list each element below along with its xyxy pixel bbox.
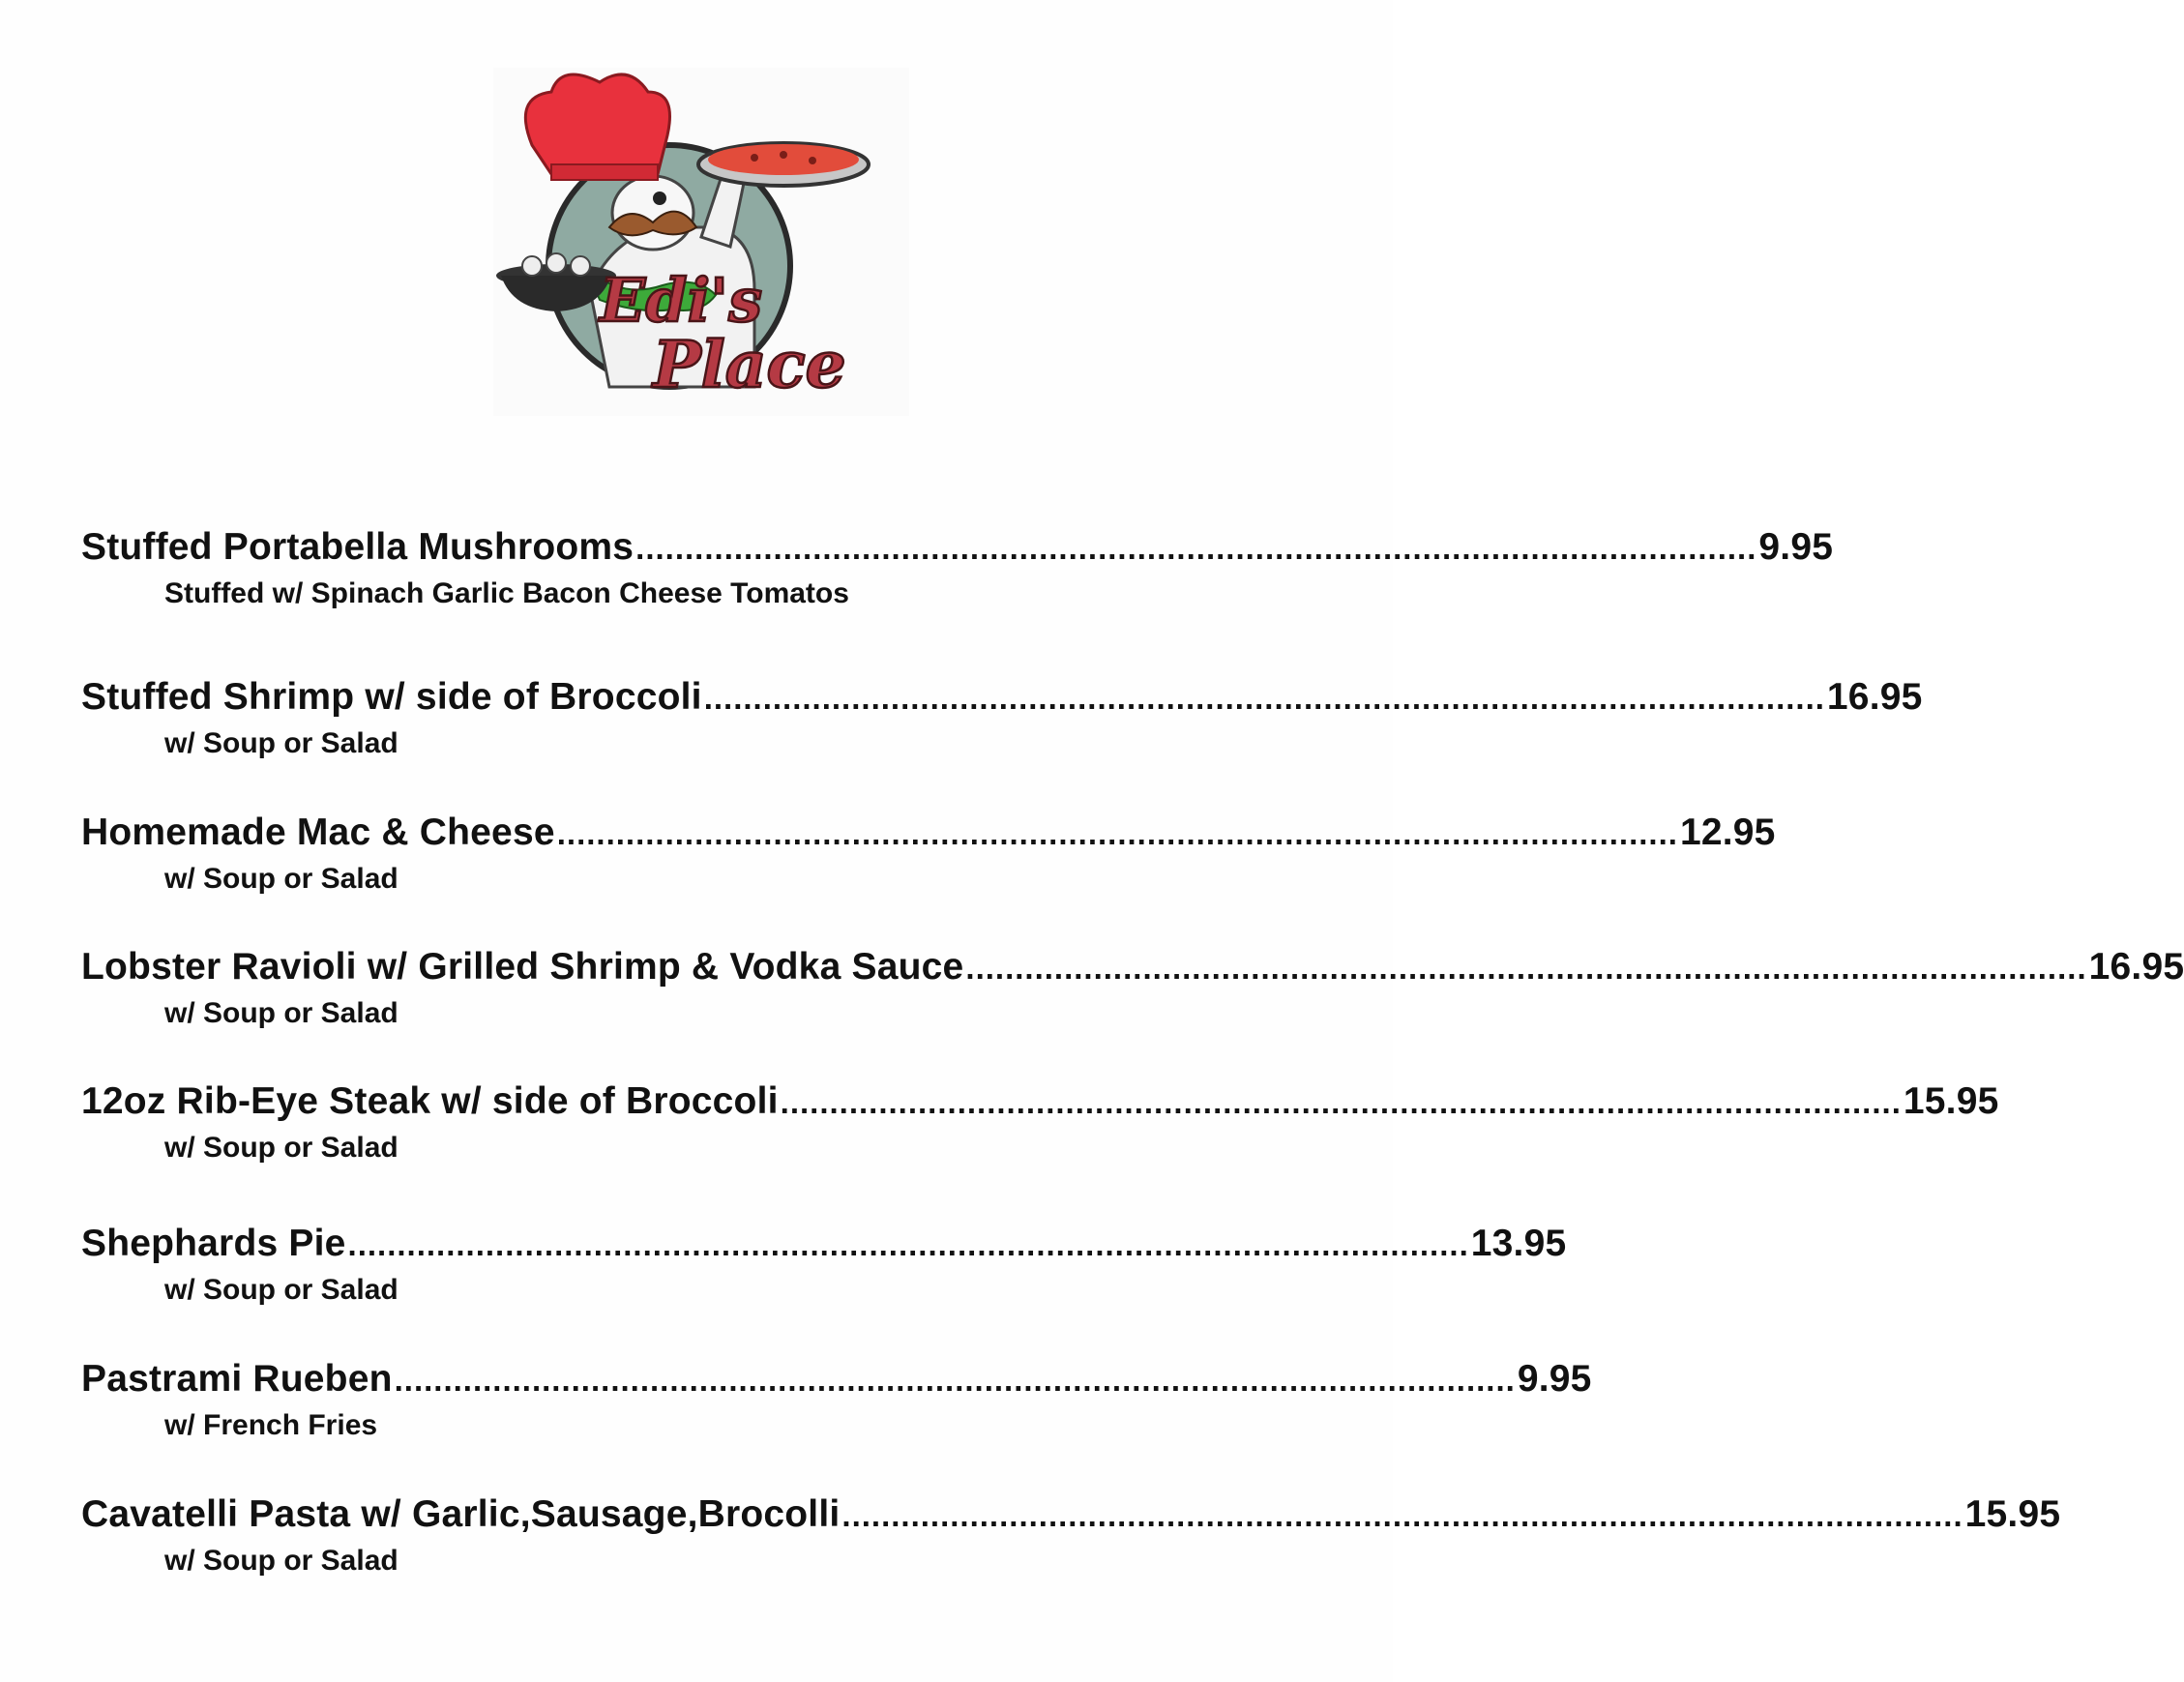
menu-item-price: 9.95 bbox=[1758, 526, 1834, 568]
menu-item-name: Cavatelli Pasta w/ Garlic,Sausage,Brocolli bbox=[81, 1493, 841, 1535]
menu-item bbox=[81, 1222, 1567, 1308]
menu-item-description: w/ Soup or Salad bbox=[164, 1132, 398, 1164]
leader-dots: .................................................................................................................. bbox=[394, 1362, 1516, 1398]
menu-item-description: w/ Soup or Salad bbox=[164, 1274, 398, 1306]
logo-name-line2: Place bbox=[653, 327, 846, 402]
menu-item-price: 16.95 bbox=[1826, 676, 1923, 718]
leader-dots: .................................................................................................................. bbox=[635, 530, 1757, 566]
leader-dots: .................................................................................................................. bbox=[841, 1497, 1963, 1533]
menu-item-name: Pastrami Rueben bbox=[81, 1358, 393, 1400]
menu-item-name: Stuffed Shrimp w/ side of Broccoli bbox=[81, 676, 702, 718]
menu-item-description: w/ Soup or Salad bbox=[164, 997, 398, 1029]
menu-item bbox=[81, 945, 2184, 1031]
menu-item-description: w/ Soup or Salad bbox=[164, 727, 398, 759]
menu-item-description: w/ Soup or Salad bbox=[164, 863, 398, 895]
menu-item bbox=[81, 1079, 1999, 1166]
leader-dots: .................................................................................................................. bbox=[556, 815, 1678, 851]
pizza-icon bbox=[708, 144, 859, 175]
restaurant-logo bbox=[493, 68, 909, 416]
menu-item bbox=[81, 675, 1923, 761]
menu-item-price: 15.95 bbox=[1964, 1493, 2061, 1535]
leader-dots: .................................................................................................................. bbox=[347, 1226, 1469, 1262]
chef-logo-image bbox=[493, 68, 909, 416]
menu-item-description: Stuffed w/ Spinach Garlic Bacon Cheese Tomatos bbox=[164, 577, 849, 609]
menu-item-price: 12.95 bbox=[1679, 811, 1776, 853]
menu-item-name: Shephards Pie bbox=[81, 1223, 346, 1264]
leader-dots: .................................................................................................................. bbox=[965, 950, 2087, 986]
menu-item bbox=[81, 1492, 2061, 1579]
chef-hat-icon bbox=[525, 74, 669, 174]
menu-item-description: w/ Soup or Salad bbox=[164, 1545, 398, 1577]
chef-nose bbox=[653, 192, 666, 205]
menu-item-name: Homemade Mac & Cheese bbox=[81, 811, 555, 853]
menu-item-name: Lobster Ravioli w/ Grilled Shrimp & Vodka Sauce bbox=[81, 946, 964, 988]
menu-item-price: 15.95 bbox=[1903, 1080, 1999, 1122]
logo-name-line1: Edi's bbox=[600, 265, 763, 336]
menu-item-price: 9.95 bbox=[1517, 1358, 1592, 1400]
menu-item bbox=[81, 1357, 1592, 1443]
menu-item bbox=[81, 811, 1776, 897]
leader-dots: .................................................................................................................. bbox=[780, 1084, 1902, 1120]
menu-item-price: 13.95 bbox=[1470, 1223, 1567, 1264]
menu-item-price: 16.95 bbox=[2088, 946, 2184, 988]
menu-item bbox=[81, 525, 1834, 611]
leader-dots: .................................................................................................................. bbox=[703, 680, 1825, 716]
menu-item-name: Stuffed Portabella Mushrooms bbox=[81, 526, 635, 568]
menu-item-description: w/ French Fries bbox=[164, 1409, 378, 1441]
menu-item-name: 12oz Rib-Eye Steak w/ side of Broccoli bbox=[81, 1080, 779, 1122]
